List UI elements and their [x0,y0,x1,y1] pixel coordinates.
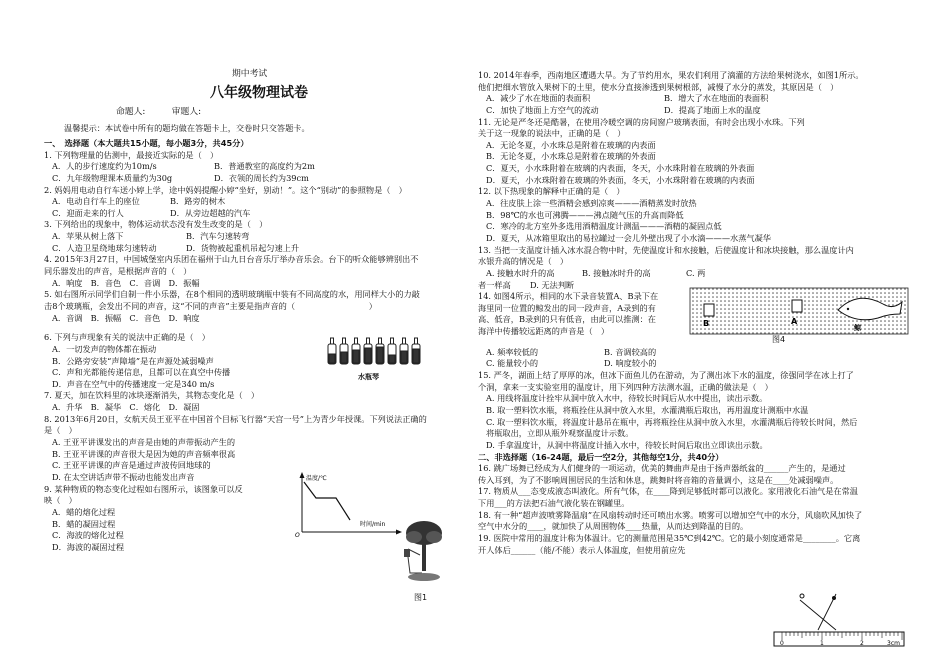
question: 13. 当把一支温度计插入冰水混合物中时，先使温度计和水接触，后使温度计和冰块接触，那么温度计内 [478,244,854,255]
option: B. 王亚平讲课的声音很大是因为她的声音频率很高 [52,448,236,459]
question: 8. 2013年6月20日，女航天员王亚平在中国首个目标飞行器“天宫一号”上为青少年授课。下列说法正确的 [44,413,427,424]
option-row [44,196,464,208]
option: A．一切发声的物体都在振动 [52,343,157,354]
question: 4. 2015年3月27日，中国城堡室内乐团在福州于山九日台音乐厅举办音乐会。台下的听众能够辨别出不 [44,254,419,265]
warm-note: 温馨提示：本试卷中所有的题均做在答题卡上，交卷时只交答题卡。 [64,123,310,133]
options: A．音调 B．振幅 C．音色 D．响度 [52,312,200,323]
label-b: B [703,319,710,328]
option-row [44,161,464,173]
option: B．汽车匀速转弯 [186,231,250,242]
option: D．夏天，小水珠附着在玻璃的外表面，冬天，小水珠附着在玻璃的内表面 [486,174,755,185]
option: B．路旁的树木 [170,196,226,207]
option: D. 响度较小的 [604,358,657,369]
option: C. 两 [686,267,706,278]
bottle-icon [388,338,396,364]
x-axis-label: 时间/min [360,521,386,528]
option: C．九年级物理课本质量约为30g [52,172,173,183]
label-a: A [791,317,798,326]
option: D．衣领的周长约为39cm [214,172,309,183]
option: D．从旁边超越的汽车 [170,207,251,218]
question-cont: 下用___的方法把石油气液化装在钢罐里。 [478,498,630,509]
option: D．声音在空气中的传播速度一定是340 m/s [52,378,215,389]
option: D. 手拿温度计，从洞中将温度计插入水中，待较长时间后取出立即读出示数。 [486,439,768,450]
question: 12. 以下热现象的解释中正确的是（ ） [478,186,625,197]
option: D．货物被起重机吊起匀速上升 [186,242,300,253]
option: A. 频率较低的 [486,346,539,357]
bottle-icon [352,338,360,364]
question-cont: 击8个玻璃瓶，会发出不同的声音，这“不同的声音”主要是指声音的（ ） [44,300,377,311]
bottle-icon [364,338,372,364]
option: C．海波的熔化过程 [52,530,124,541]
question: 5. 如右图所示同学们自制一件小乐器，在8个相同的透明玻璃瓶中装有不同高度的水，用同样大小的力敲 [44,289,420,300]
option-row [478,347,908,359]
option: B．公路旁安装“声障墙”是在声源处减弱噪声 [52,355,214,366]
question: 18. 有一种“超声波喷雾降温扇”在风扇转动时还可喷出水雾。喷雾可以增加空气中的水分，风扇吹风加快了 [478,509,863,520]
ruler-label: 2 [860,640,864,647]
bottle-icon [412,338,420,364]
question-cont: 高、低音，B录到的只有低音，由此可以推测：在 [478,314,656,325]
option: D. 无法判断 [530,279,575,290]
option-row [44,208,464,220]
drip-irrigation-tree-figure [400,515,448,595]
y-axis-label: 温度/℃ [306,475,327,482]
question-cont: 关于这一现象的说法中，正确的是（ ） [478,128,626,139]
question-cont: 是（ ） [44,425,77,436]
option: 者一样高 [478,279,511,290]
bottle-xylophone-figure [324,330,434,372]
ruler-body [774,632,904,646]
page-title: 八年级物理试卷 [210,85,308,101]
figure-caption: 图4 [772,335,786,344]
option: C. 取一塑料饮水瓶，将温度计悬吊在瓶中，再将瓶拴住从洞中放入水里，水灌满瓶后待较长时间，然后 [486,416,858,427]
question: 15. 严冬，湖面上结了厚厚的冰，但冰下面鱼儿仍在游动，为了测出冰下水的温度，徐强同学在冰上打了 [478,370,854,381]
question: 14. 如图4所示，相同的水下录音装置A、B录下在 [478,291,659,302]
option: A．人的步行速度约为10m/s [52,161,157,172]
option: A．无论冬夏，小水珠总是附着在玻璃的内表面 [486,139,656,150]
option-row [478,268,908,280]
question: 6. 下列与声现象有关的说法中正确的是（ ） [44,332,210,343]
option: B．98℃的水也可沸腾———沸点随气压的升高而降低 [486,209,684,220]
question: 19. 医院中常用的温度计称为体温计。它的测量范围是35℃到42℃。它的最小刻度通常是________。它离 [478,532,861,543]
recorder-b-icon [704,304,714,316]
question: 17. 物质从___态变成液态叫液化。所有气体，在____降到足够低时都可以液化。家用液化石油气是在常温 [478,486,858,497]
option: C. 能量较小的 [486,358,539,369]
ocean-recording-figure [688,280,910,342]
option: B．增大了水在地面的表面积 [664,93,769,104]
option: C．声和光都能传递信息，且都可以在真空中传播 [52,367,231,378]
options: A．响度 B．音色 C．音调 D．振幅 [52,277,200,288]
option: D．提高了地面上水的温度 [664,104,761,115]
option: D. 在太空讲话声带不振动也能发出声音 [52,471,195,482]
option: B. 音调较高的 [604,346,657,357]
y-axis-arrow-icon [300,472,305,478]
option-row [44,243,464,255]
question: 10. 2014年春季，西南地区遭遇大旱。为了节约用水，果农们利用了滴灌的方法给果树浇水，如图1所示。 [478,70,864,80]
option: A．蜡的熔化过程 [52,506,116,517]
question-cont: 同乐器发出的声音，是根据声音的（ ） [44,266,192,277]
question: 7. 夏天，加在饮料里的冰块逐渐消失，其物态变化是（ ） [44,390,260,401]
question-cont: 空气中水分的____，就加快了从周围物体____热量，从而达到降温的目的。 [478,521,749,532]
question-cont: 开人体后______（能/不能）表示人体温度，但使用前应先 [478,544,686,555]
question: 16. 跳广场舞已经成为人们健身的一项运动，优美的舞曲声是由于扬声器纸盆的______产生的，是通过 [478,463,846,474]
bottle-icon [328,338,336,364]
option: B．无论冬夏，小水珠总是附着在玻璃的外表面 [486,151,656,162]
origin-label: O [295,532,300,538]
ruler-label: 1 [820,640,824,647]
exam-label: 期中考试 [232,69,268,79]
option: C．寒冷的北方室外多选用酒精温度计测温———酒精的凝固点低 [486,221,722,232]
option: B．普通教室的高度约为2m [214,161,315,172]
bottle-icon [400,338,408,364]
option: A．往皮肤上涂一些酒精会感到凉爽———酒精蒸发时放热 [486,198,697,209]
ruler-figure [770,586,908,656]
tree-icon [404,521,442,581]
option-row [478,358,908,370]
option: B．蜡的凝固过程 [52,518,116,529]
question: 1. 下列物理量的估测中，最接近实际的是（ ） [44,149,219,160]
figure-caption: 图1 [414,593,428,602]
question: 11. 无论是严冬还是酷暑，在使用冷暖空调的房间窗户玻璃表面，有时会出现小水珠。下列 [478,116,805,127]
option: A．电动自行车上的座位 [52,196,140,207]
ruler-label: 3cm [887,640,900,647]
option: B. 接触冰时升的高 [582,267,651,278]
option-row [478,105,908,117]
option: D．海波的凝固过程 [52,541,125,552]
option: A. 王亚平讲课发出的声音是由她的声带振动产生的 [52,437,236,448]
temperature-time-graph [292,468,404,538]
section-heading: 一、 选择题（本大题共15小题，每小题3分，共45分） [44,138,249,148]
question-cont: 海洋中传播较远距离的声音是（ ） [478,326,610,337]
bottle-icon [376,338,384,364]
option: C．夏天，小水珠附着在玻璃的内表面，冬天，小水珠附着在玻璃的外表面 [486,163,755,174]
section-heading: 二、非选择题（16-24题，最后一空2分，其他每空1分，共40分） [478,451,724,462]
option-cont: 将瓶取出，立即从瓶外观察温度计示数。 [486,428,634,439]
option-row [44,173,464,185]
question: 9. 某种物质的物态变化过程如右图所示，该图象可以反 [44,483,243,494]
option: D．夏天，从冰箱里取出的易拉罐过一会儿外壁出现了小水滴———水蒸气凝华 [486,232,771,243]
question-cont: 传入耳到，为了不影响周围居民的生活和休息，跳舞时将音箱的音量调小，这是在____处减弱噪声。 [478,474,839,485]
question-cont: 他们把细水管放入果树下的土里，使水分直接渗透到果树根部，减慢了水分的蒸发，其原因是（ ） [478,81,839,92]
option-row [478,93,908,105]
question-cont: 水银升高的情况是（ ） [478,256,569,267]
question: 2. 妈妈用电动自行车送小婷上学，途中妈妈提醒小婷“坐好，别动！”。这个“别动”的参照物是（ ） [44,184,407,195]
option: C. 王亚平讲课的声音是通过声波传回地球的 [52,460,211,471]
authors-line: 命题人: 审题人: [116,107,202,117]
label-whale: 鲸 [854,324,861,332]
figure-caption: 水瓶琴 [358,373,379,381]
option: A. 用线将温度计拴牢从洞中放入水中，待较长时间后从水中提出，读出示数。 [486,393,768,404]
options: A．升华 B．凝华 C．熔化 D．凝固 [52,402,200,413]
bottle-icon [340,338,348,364]
option: B. 取一塑料饮水瓶，将瓶拴住从洞中放入水里，水灌满瓶后取出，再用温度计测瓶中水温 [486,404,809,415]
option-row [44,231,464,243]
option: C．加快了地面上方空气的流动 [486,104,599,115]
light-beam-icon [800,594,836,630]
question-cont: 个洞，拿来一支实验室用的温度计，用下列四种方法测水温，正确的做法是（ ） [478,381,773,392]
question: 3. 下列给出的现象中，物体运动状态没有发生改变的是（ ） [44,219,268,230]
option: C．人造卫星绕地球匀速转动 [52,242,157,253]
ruler-label: 0 [780,640,784,647]
option: A．苹果从树上落下 [52,231,124,242]
recorder-a-icon [792,300,802,312]
option: A. 接触水时升的高 [486,267,555,278]
option: C．迎面走来的行人 [52,207,124,218]
curve [304,482,350,520]
question-cont: 映（ ） [44,495,77,506]
question-cont: 海里同一位置的鲸发出的同一段声音，A录到的有 [478,302,656,313]
option: A．减少了水在地面的表面积 [486,93,591,104]
